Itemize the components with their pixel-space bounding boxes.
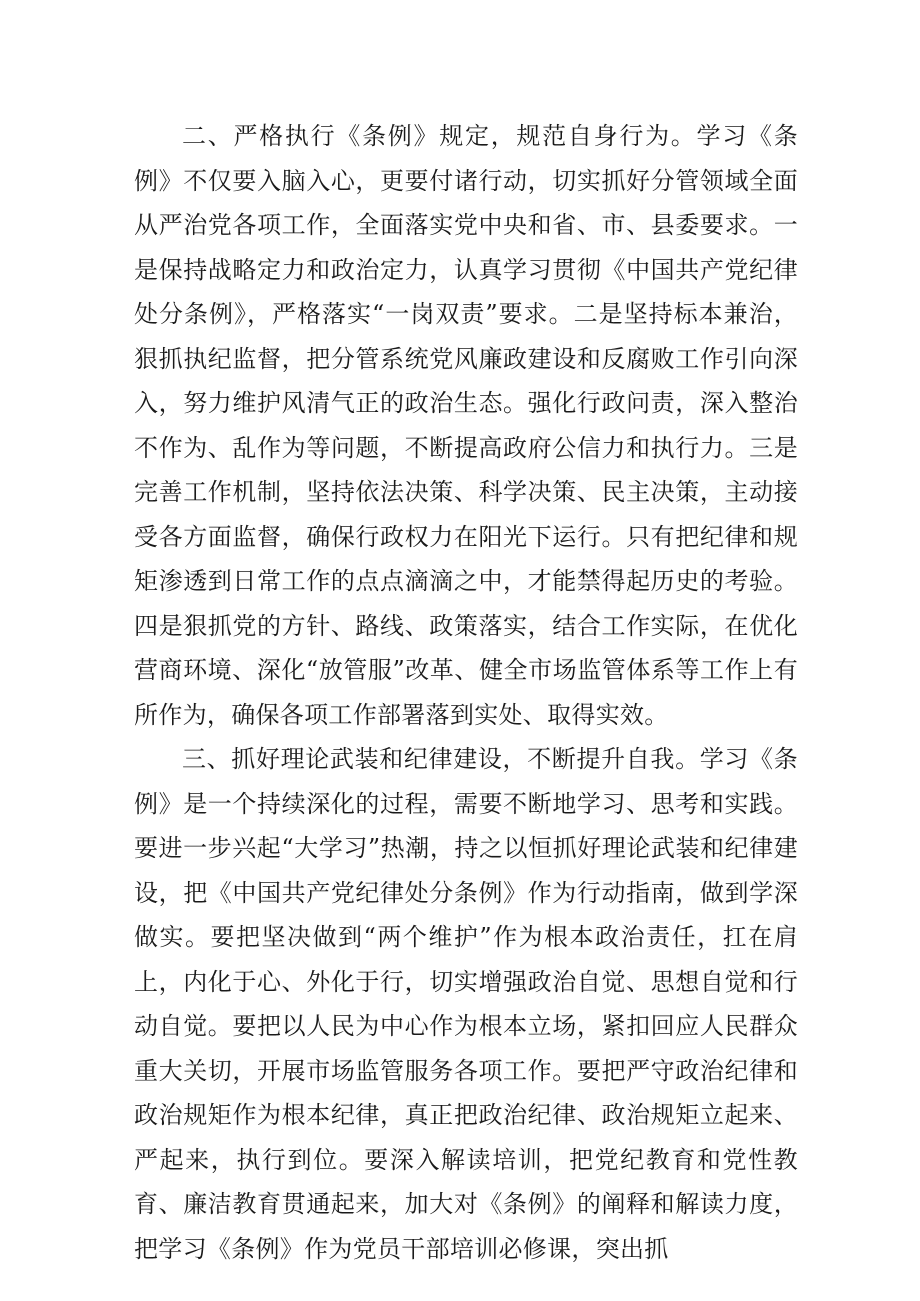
paragraph-section-two: 二、严格执行《条例》规定，规范自身行为。学习《条例》不仅要入脑入心，更要付诸行动，切实抓好分管领域全面从严治党各项工作，全面落实党中央和省、市、县委要求。一是保持战略定力和政治定力，认真学习贯彻《中国共产党纪律处分条例》，严格落实“一岗双责”要求。二是坚持标本兼治，狠抓执纪监督，把分管系统党风廉政建设和反腐败工作引向深入，努力维护风清气正的政治生态。强化行政问责，深入整治不作为、乱作为等问题，不断提高政府公信力和执行力。三是完善工作机制，坚持依法决策、科学决策、民主决策，主动接受各方面监督，确保行政权力在阳光下运行。只有把纪律和规矩渗透到日常工作的点点滴滴之中，才能禁得起历史的考验。四是狠抓党的方针、路线、政策落实，结合工作实际，在优化营商环境、深化“放管服”改革、健全市场监管体系等工作上有所作为，确保各项工作部署落到实处、取得实效。 [134,122,798,729]
paragraph-section-three: 三、抓好理论武装和纪律建设，不断提升自我。学习《条例》是一个持续深化的过程，需要不断地学习、思考和实践。要进一步兴起“大学习”热潮，持之以恒抓好理论武装和纪律建设，把《中国共产党纪律处分条例》作为行动指南，做到学深做实。要把坚决做到“两个维护”作为根本政治责任，扛在肩上，内化于心、外化于行，切实增强政治自觉、思想自觉和行动自觉。要把以人民为中心作为根本立场，紧扣回应人民群众重大关切，开展市场监管服务各项工作。要把严守政治纪律和政治规矩作为根本纪律，真正把政治纪律、政治规矩立起来、严起来，执行到位。要深入解读培训，把党纪教育和党性教育、廉洁教育贯通起来，加大对《条例》的阐释和解读力度，把学习《条例》作为党员干部培训必修课，突出抓 [134,745,798,1263]
document-body [134,114,798,1271]
